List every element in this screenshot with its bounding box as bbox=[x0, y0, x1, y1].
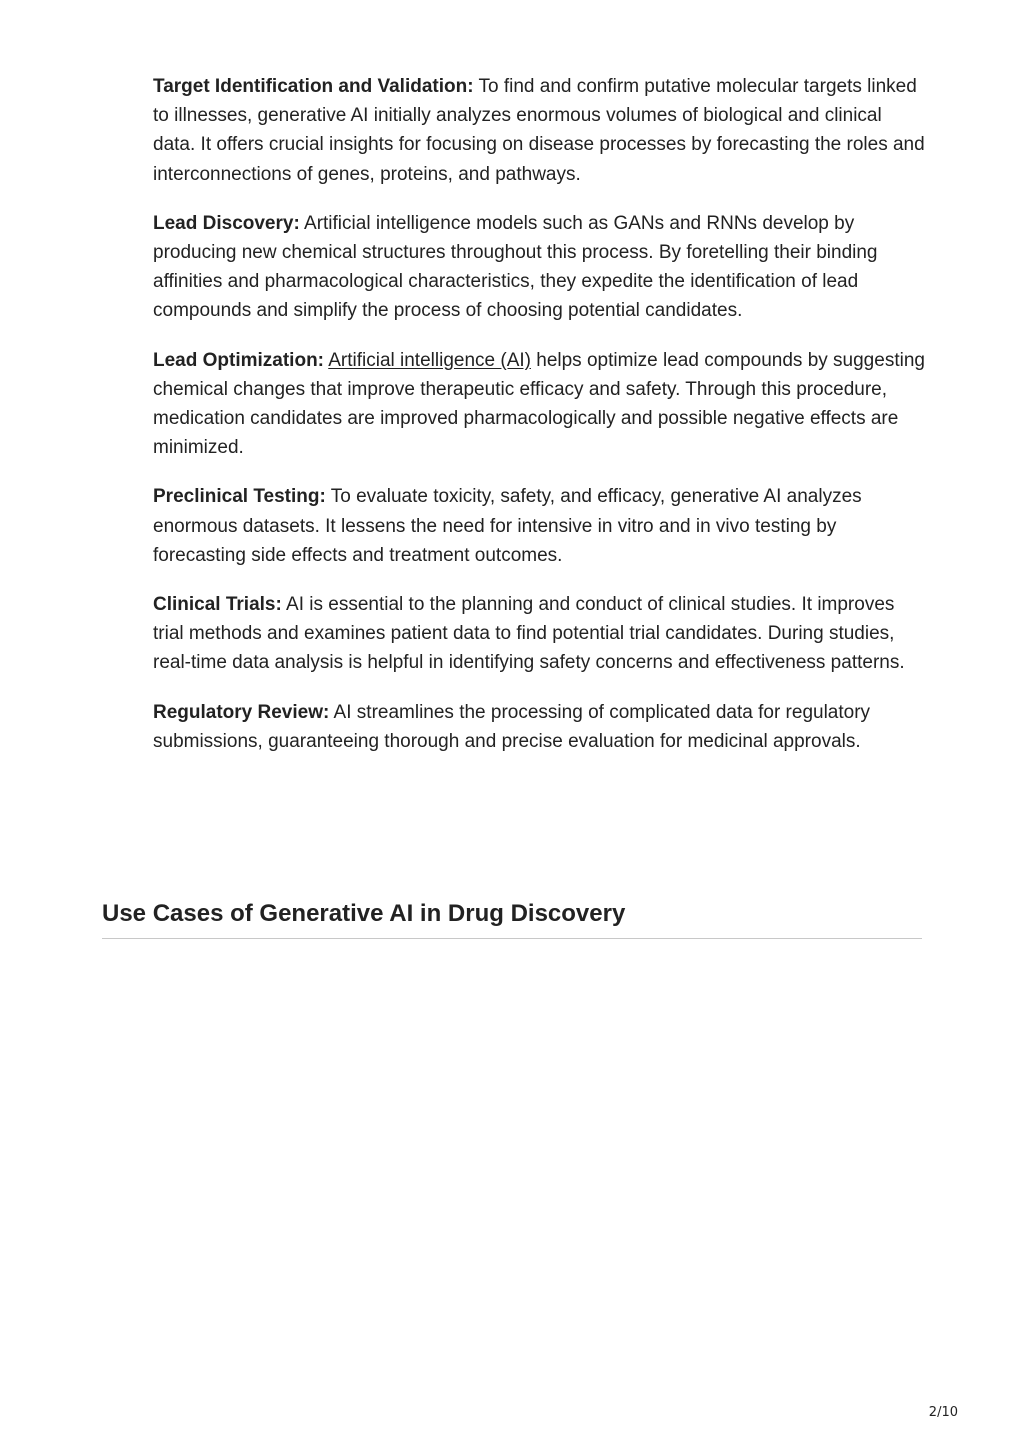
article-body bbox=[153, 72, 928, 776]
section-heading: Use Cases of Generative AI in Drug Discovery bbox=[102, 897, 922, 939]
section-lead-discovery bbox=[153, 209, 928, 326]
section-term: Preclinical Testing: bbox=[153, 486, 326, 508]
section-text: AI is essential to the planning and conduct of clinical studies. It improves trial methods and examines patient data to find potential trial candidates. During studies, real-time data analysis is helpful in identifying safety concerns and effectiveness patterns. bbox=[153, 594, 905, 674]
section-regulatory-review bbox=[153, 698, 928, 756]
section-term: Target Identification and Validation: bbox=[153, 76, 474, 97]
section-clinical-trials bbox=[153, 590, 928, 678]
section-text: AI streamlines the processing of complicated data for regulatory submissions, guaranteeing thorough and precise evaluation for medicinal approvals. bbox=[153, 701, 871, 752]
section-preclinical-testing bbox=[153, 482, 928, 570]
section-text: To evaluate toxicity, safety, and efficacy, generative AI analyzes enormous datasets. It lessens the need for intensive in vitro and in vivo testing by forecasting side effects and treatment outcomes. bbox=[153, 486, 862, 566]
section-text: To find and confirm putative molecular targets linked to illnesses, generative AI initially analyzes enormous volumes of biological and clinical data. It offers crucial insights for focusing on disease processes by forecasting the roles and interconnections of genes, proteins, and pathways. bbox=[153, 76, 925, 185]
page-number: 2/10 bbox=[928, 1405, 958, 1420]
section-term: Clinical Trials: bbox=[153, 594, 282, 616]
ai-link[interactable]: Artificial intelligence (AI) bbox=[328, 349, 531, 371]
section-term: Lead Discovery: bbox=[153, 212, 300, 234]
section-text: helps optimize lead compounds by suggesting chemical changes that improve therapeutic efficacy and safety. Through this procedure, medication candidates are improved pharmacologically and possible negative effects are minimized. bbox=[153, 349, 925, 459]
section-text: Artificial intelligence models such as GANs and RNNs develop by producing new chemical structures throughout this process. By foretelling their binding affinities and pharmacological characteristics, they expedite the identification of lead compounds and simplify the process of choosing potential candidates. bbox=[153, 212, 878, 322]
section-target-identification bbox=[153, 72, 928, 189]
section-term: Regulatory Review: bbox=[153, 701, 330, 723]
section-lead-optimization bbox=[153, 346, 928, 463]
section-term: Lead Optimization: bbox=[153, 349, 324, 371]
